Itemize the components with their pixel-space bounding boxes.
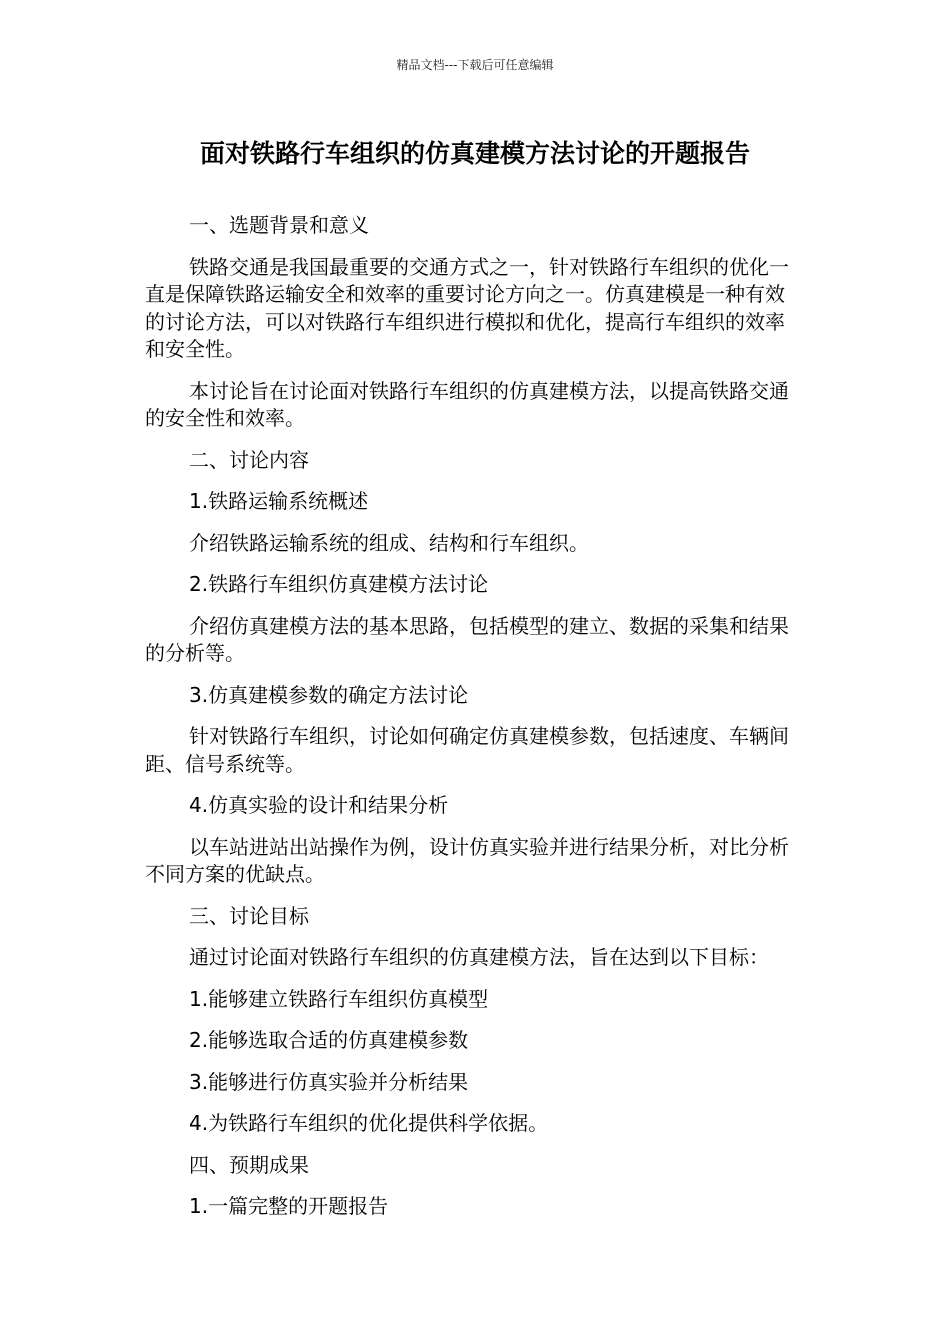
section-heading-content: 二、讨论内容 [189, 447, 309, 472]
list-item-goal-4: 4.为铁路行车组织的优化提供科学依据。 [189, 1111, 549, 1135]
paragraph-content-3: 针对铁路行车组织，讨论如何确定仿真建模参数，包括速度、车辆间距、信号系统等。 [145, 724, 789, 776]
paragraph-content-1: 介绍铁路运输系统的组成、结构和行车组织。 [189, 530, 589, 555]
section-heading-background: 一、选题背景和意义 [189, 213, 369, 237]
paragraph-content-2: 介绍仿真建模方法的基本思路，包括模型的建立、数据的采集和结果的分析等。 [145, 613, 789, 665]
list-item-goal-1: 1.能够建立铁路行车组织仿真模型 [189, 986, 489, 1011]
list-item-content-4: 4.仿真实验的设计和结果分析 [189, 793, 449, 817]
paragraph-background: 铁路交通是我国最重要的交通方式之一，针对铁路行车组织的优化一直是保障铁路运输安全和效率的重要讨论方向之一。仿真建模是一种有效的讨论方法，可以对铁路行车组织进行模拟和优化，提高行车组织的效率和安全性。 [145, 254, 789, 361]
list-item-content-1: 1.铁路运输系统概述 [189, 489, 369, 513]
document-body [145, 212, 793, 1235]
paragraph-purpose: 本讨论旨在讨论面对铁路行车组织的仿真建模方法，以提高铁路交通的安全性和效率。 [145, 378, 789, 430]
list-item-goal-2: 2.能够选取合适的仿真建模参数 [189, 1028, 469, 1052]
paragraph-goals: 通过讨论面对铁路行车组织的仿真建模方法，旨在达到以下目标： [189, 945, 769, 969]
paragraph-content-4: 以车站进站出站操作为例，设计仿真实验并进行结果分析，对比分析不同方案的优缺点。 [145, 834, 789, 886]
list-item-goal-3: 3.能够进行仿真实验并分析结果 [189, 1069, 469, 1094]
section-heading-goals: 三、讨论目标 [189, 903, 309, 928]
document-title: 面对铁路行车组织的仿真建模方法讨论的开题报告 [199, 139, 750, 168]
section-heading-outcomes: 四、预期成果 [189, 1152, 309, 1177]
list-item-content-3: 3.仿真建模参数的确定方法讨论 [189, 682, 469, 707]
page-header: 精品文档---下载后可任意编辑 [396, 58, 554, 72]
list-item-content-2: 2.铁路行车组织仿真建模方法讨论 [189, 572, 489, 596]
list-item-outcome-1: 1.一篇完整的开题报告 [189, 1194, 389, 1218]
